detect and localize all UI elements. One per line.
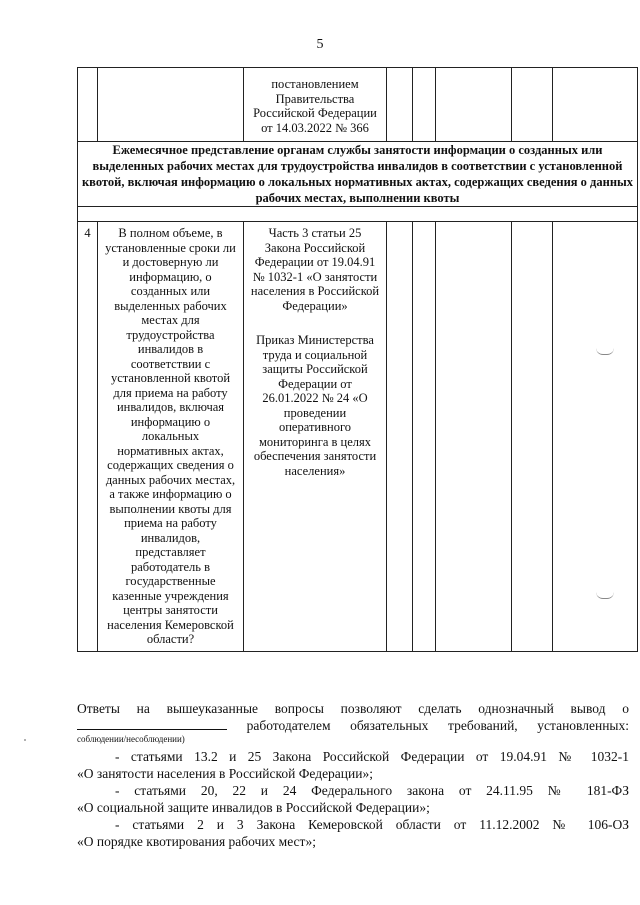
cell-empty [512, 68, 553, 142]
law-item-3-line-2: «О порядке квотирования рабочих мест»; [77, 834, 316, 849]
law-item-2-line-1: - статьями 20, 22 и 24 Федерального закона от 24.11.95 № 181-ФЗ [115, 783, 629, 798]
question-text: В полном объеме, в установленные сроки ли и достоверную ли информацию, о созданных или выделенных рабочих местах для трудоустройства инвалидов в соответствии с установленной квотой для приема на работу инвалидов, включая информацию о локальных нормативных актах, содержащих сведения о данных рабочих местах, а также информацию о выполнении квоты для приема на работу инвалидов, представляет работодатель в государственные казенные учреждения центры занятости населения Кемеровской области? [105, 226, 236, 646]
cell-number-empty [78, 68, 98, 142]
legal-basis-1: Часть 3 статьи 25 Закона Российской Федерации от 19.04.91 № 1032-1 «О занятости населения в Российской Федерации» [250, 226, 380, 313]
scan-dot-icon [24, 739, 26, 741]
cell-empty [387, 68, 413, 142]
answer-cell [512, 222, 553, 652]
answer-cell [413, 222, 436, 652]
conclusion-block [77, 700, 629, 850]
cell-question-empty [98, 68, 244, 142]
cell-empty [413, 68, 436, 142]
fill-in-blank [77, 717, 227, 730]
answer-cell [436, 222, 512, 652]
page-number: 5 [316, 37, 324, 52]
legal-basis-text: постановлением Правительства Российской Федерации от 14.03.2022 № 366 [253, 77, 377, 135]
table-section-heading-row [78, 142, 638, 207]
law-item-1-line-1: - статьями 13.2 и 25 Закона Российской Федерации от 19.04.91 № 1032-1 [115, 749, 629, 764]
spacer-cell [78, 207, 638, 222]
law-item-1-line-2: «О занятости населения в Российской Федерации»; [77, 766, 373, 781]
cell-legal-basis [244, 68, 387, 142]
cell-empty [553, 68, 638, 142]
answer-cell [387, 222, 413, 652]
table-row [78, 222, 638, 652]
inspection-table [77, 67, 638, 652]
conclusion-line-1: Ответы на вышеуказанные вопросы позволяют сделать однозначный вывод о [77, 701, 629, 716]
table-spacer-row [78, 207, 638, 222]
law-item-3-line-1: - статьями 2 и 3 Закона Кемеровской области от 11.12.2002 № 106-ОЗ [115, 817, 629, 832]
legal-basis-2: Приказ Министерства труда и социальной защиты Российской Федерации от 26.01.2022 № 24 «О проведении оперативного мониторинга в целях обеспечения занятости населения» [253, 333, 377, 478]
blank-hint: соблюдении/несоблюдении) [77, 734, 185, 744]
conclusion-line-2 [77, 717, 629, 734]
row-number: 4 [78, 222, 98, 652]
section-heading: Ежемесячное представление органам службы занятости информации о созданных или выделенных рабочих местах для трудоустройства инвалидов в соответствии с установленной квотой, включая информацию о локальных нормативных актах, содержащих сведения о данных рабочих местах, выполнении квоты [78, 142, 638, 207]
conclusion-line-2-text: работодателем обязательных требований, установленных: [246, 718, 629, 733]
row-legal-basis [244, 222, 387, 652]
cell-empty [436, 68, 512, 142]
row-question [98, 222, 244, 652]
table-row-continued [78, 68, 638, 142]
answer-cell [553, 222, 638, 652]
law-item-2-line-2: «О социальной защите инвалидов в Российской Федерации»; [77, 800, 430, 815]
